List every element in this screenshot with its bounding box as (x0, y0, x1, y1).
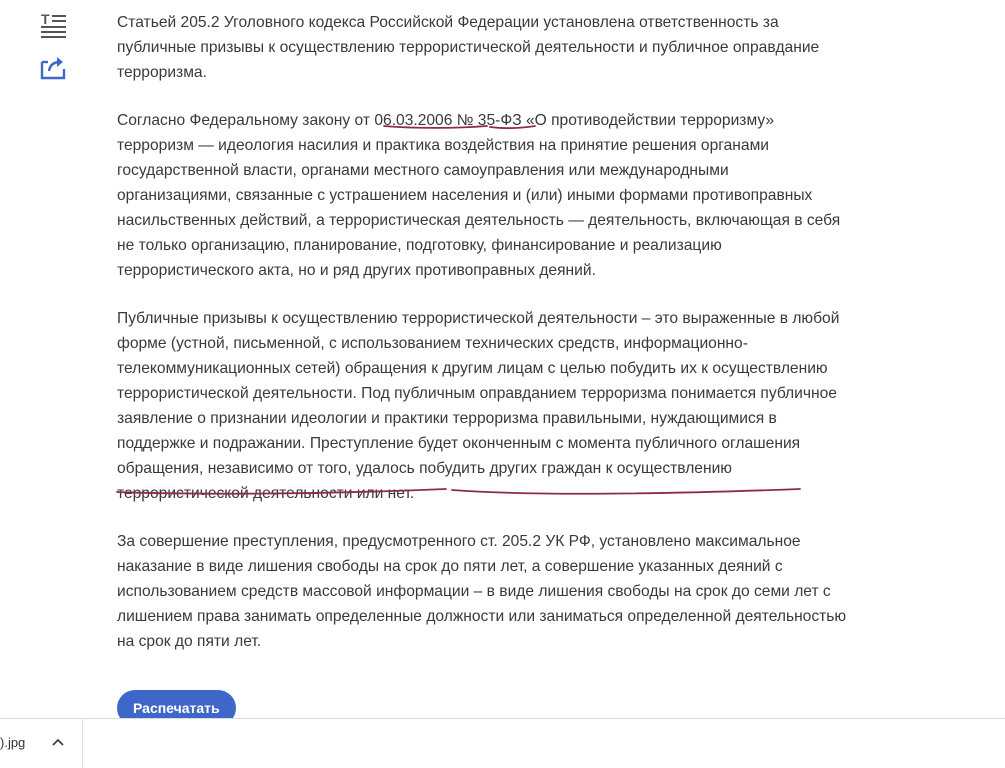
download-item[interactable] (0, 719, 83, 768)
paragraph-1 (117, 10, 847, 85)
chevron-up-icon[interactable] (50, 735, 66, 751)
paragraph-2-after: «О противодействии терроризму» терроризм — идеология насилия и практика воздействия на принятие решения органами государственной власти, органами местного самоуправления или международными организациями, связанные с устрашением населения и (или) иными формами противоправных насильственных действий, а террористическая деятельность — деятельность, включающая в себя не только организацию, планирование, подготовку, финансирование и реализацию террористического акта, но и ряд других противоправных деяний. (117, 112, 841, 279)
paragraph-4 (117, 529, 847, 654)
paragraph-2-before: Согласно Федеральному закону от (117, 112, 375, 129)
print-button[interactable]: Распечатать (117, 690, 236, 726)
highlighted-phrase: момента публичного оглашения обращения, независимо от того, удалось побудить других (117, 435, 801, 477)
law-number-underlined: 35-ФЗ (477, 112, 522, 129)
paragraph-3 (117, 306, 847, 506)
share-icon (38, 52, 68, 82)
svg-text:T: T (41, 11, 50, 27)
download-bar (0, 718, 1005, 768)
text-format-button[interactable] (38, 10, 68, 40)
paragraph-4-text: За совершение преступления, предусмотренного ст. 205.2 УК РФ, установлено максимальное наказание в виде лишения свободы на срок до пяти лет, а совершение указанных деяний с использованием средств массовой информации – в виде лишения свободы на срок до семи лет с лишением права занимать определенные должности или заниматься определенной деятельностью на срок до пяти лет. (117, 533, 847, 650)
download-file-name: ).jpg (0, 735, 26, 750)
text-format-icon (38, 10, 68, 40)
article-toolbar (38, 10, 70, 94)
article-body (117, 10, 847, 677)
paragraph-1-text: Статьей 205.2 Уголовного кодекса Российской Федерации установлена ответственность за публичные призывы к осуществлению террористической деятельности и публичное оправдание терроризма. (117, 14, 820, 81)
paragraph-3-after: граждан к осуществлению террористической деятельности или нет. (117, 460, 732, 502)
paragraph-2 (117, 108, 847, 283)
paragraph-3-before: Публичные призывы к осуществлению террористической деятельности – это выраженные в любой форме (устной, письменной, с использованием технических средств, информационно-телекоммуникационных сетей) обращения к другим лицам с целью побудить их к осуществлению террористической деятельности. Под публичным оправданием терроризма понимается публичное заявление о признании идеологии и практики терроризма правильными, нуждающимися в поддержке и подражании. Преступление будет оконченным с (117, 310, 840, 452)
share-button[interactable] (38, 52, 68, 82)
law-date-underlined: 06.03.2006 № (374, 112, 474, 129)
